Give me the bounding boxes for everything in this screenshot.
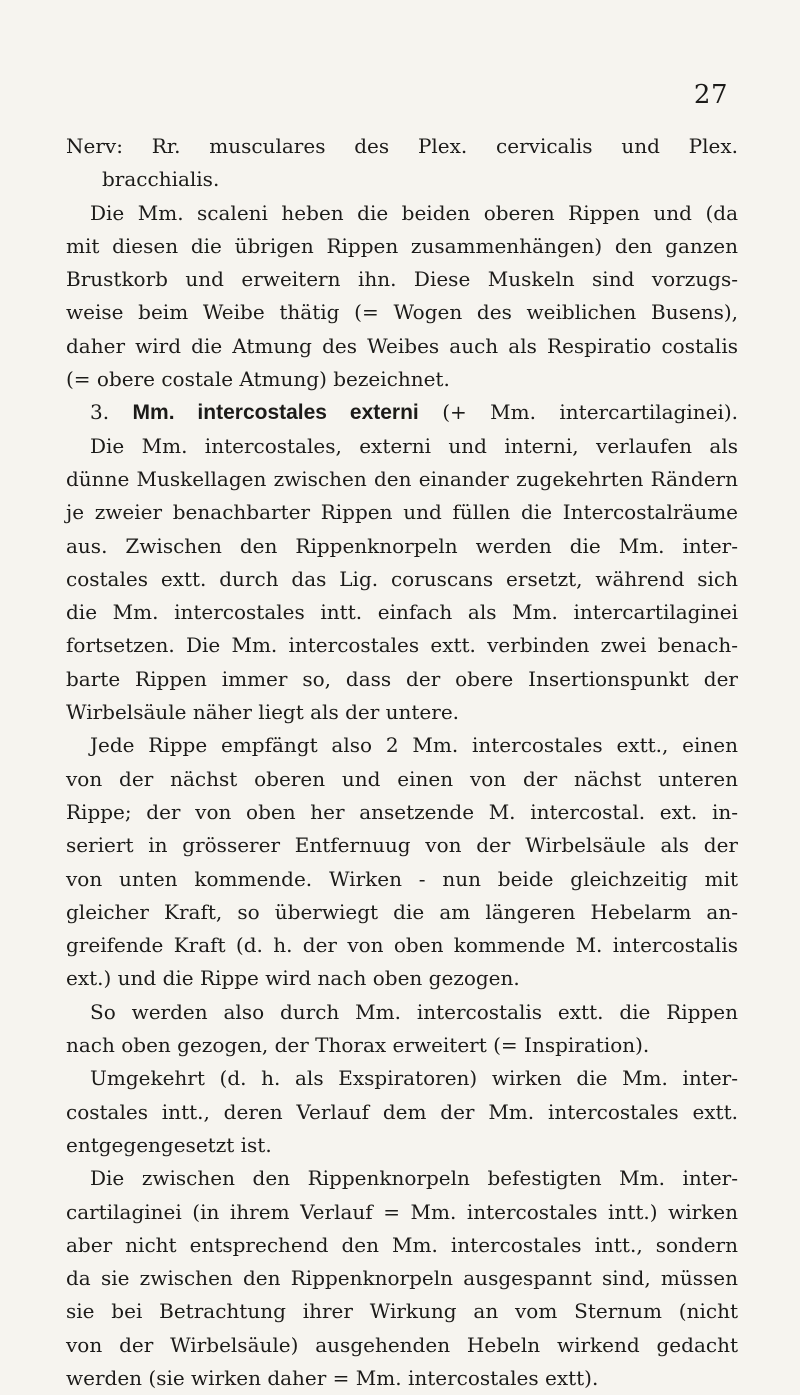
text-line: von der nächst oberen und einen von der nächst unteren [66,766,738,791]
section-number: 3. [90,400,110,425]
text-line: mit diesen die übrigen Rippen zusammenhängen) den ganzen [66,233,738,258]
text-line: Die zwischen den Rippenknorpeln befestigten Mm. inter- [90,1166,738,1191]
text-line: gleicher Kraft, so überwiegt die am längeren Hebelarm an- [66,899,738,924]
text-line: costales extt. durch das Lig. coruscans ersetzt, während sich [66,566,738,591]
text-line: entgegengesetzt ist. [66,1132,272,1157]
text-line: So werden also durch Mm. intercostalis extt. die Rippen [90,999,738,1024]
text-line: ext.) und die Rippe wird nach oben gezogen. [66,966,520,991]
section-subtitle: (+ Mm. intercartilaginei). [442,400,739,425]
text-line: von der Wirbelsäule) ausgehenden Hebeln wirkend gedacht [66,1332,738,1357]
text-line: nach oben gezogen, der Thorax erweitert (= Inspiration). [66,1033,650,1058]
text-line: fortsetzen. Die Mm. intercostales extt. verbinden zwei benach- [66,633,738,658]
text-line: seriert in grösserer Entfernuug von der Wirbelsäule als der [66,833,738,858]
section-title: Mm. intercostales externi [132,401,419,425]
body-text [66,130,738,1395]
text-line: aus. Zwischen den Rippenknorpeln werden die Mm. inter- [66,533,738,558]
text-line: von unten kommende. Wirken - nun beide gleichzeitig mit [66,866,738,891]
text-line: barte Rippen immer so, dass der obere Insertionspunkt der [66,666,738,691]
text-line: greifende Kraft (d. h. der von oben kommende M. intercostalis [66,933,738,958]
text-line: Die Mm. scaleni heben die beiden oberen Rippen und (da [90,200,738,225]
text-line: aber nicht entsprechend den Mm. intercostales intt., sondern [66,1232,738,1257]
text-line: Jede Rippe empfängt also 2 Mm. intercostales extt., einen [90,733,738,758]
text-line: Umgekehrt (d. h. als Exspiratoren) wirken die Mm. inter- [90,1066,738,1091]
text-line: da sie zwischen den Rippenknorpeln ausgespannt sind, müssen [66,1266,738,1291]
text-line: die Mm. intercostales intt. einfach als Mm. intercartilaginei [66,600,738,625]
text-line: Nerv: Rr. musculares des Plex. cervicalis und Plex. [66,134,738,158]
text-line: bracchialis. [102,167,220,192]
text-line: dünne Muskellagen zwischen den einander zugekehrten Rändern [66,466,738,491]
text-line: daher wird die Atmung des Weibes auch als Respiratio costalis [66,333,738,358]
text-line: werden (sie wirken daher = Mm. intercostales extt). [66,1365,599,1390]
text-line: (= obere costale Atmung) bezeichnet. [66,367,450,392]
text-line: je zweier benachbarter Rippen und füllen die Intercostalräume [66,500,738,525]
text-line: Rippe; der von oben her ansetzende M. intercostal. ext. in- [66,799,738,824]
text-line: Die Mm. intercostales, externi und interni, verlaufen als [90,433,738,458]
page-number: 27 [693,80,728,110]
text-line: sie bei Betrachtung ihrer Wirkung an vom Sternum (nicht [66,1299,738,1324]
section-heading [66,396,738,429]
text-line: cartilaginei (in ihrem Verlauf = Mm. intercostales intt.) wirken [66,1199,738,1224]
text-line: weise beim Weibe thätig (= Wogen des weiblichen Busens), [66,300,738,325]
text-line: costales intt., deren Verlauf dem der Mm. intercostales extt. [66,1099,738,1124]
text-line: Wirbelsäule näher liegt als der untere. [66,700,460,725]
text-line: Brustkorb und erweitern ihn. Diese Muskeln sind vorzugs- [66,267,738,292]
